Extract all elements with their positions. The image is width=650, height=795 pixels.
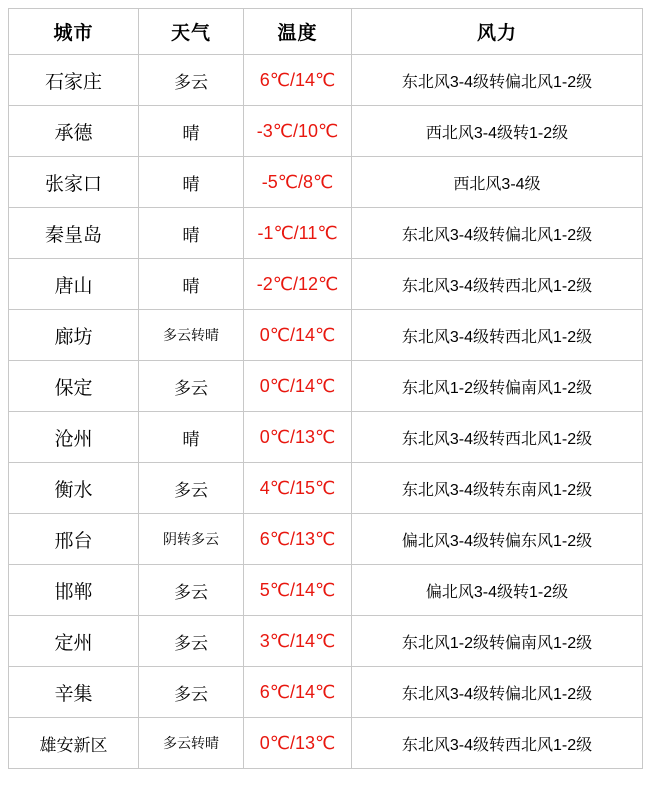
cell-weather: 晴 — [139, 412, 244, 463]
table-row — [9, 412, 643, 463]
cell-weather: 阴转多云 — [139, 514, 244, 565]
cell-wind: 偏北风3-4级转1-2级 — [352, 565, 643, 616]
cell-city: 承德 — [9, 106, 139, 157]
table-row — [9, 106, 643, 157]
cell-city: 石家庄 — [9, 55, 139, 106]
table-row — [9, 616, 643, 667]
cell-weather: 多云 — [139, 361, 244, 412]
column-header-wind: 风力 — [352, 9, 643, 55]
table-row — [9, 310, 643, 361]
cell-weather: 多云 — [139, 616, 244, 667]
table-row — [9, 157, 643, 208]
cell-city: 辛集 — [9, 667, 139, 718]
cell-temperature: 5℃/14℃ — [244, 565, 352, 616]
cell-wind: 东北风3-4级转西北风1-2级 — [352, 310, 643, 361]
cell-wind: 东北风3-4级转偏北风1-2级 — [352, 208, 643, 259]
cell-wind: 东北风3-4级转西北风1-2级 — [352, 259, 643, 310]
cell-temperature: 3℃/14℃ — [244, 616, 352, 667]
table-row — [9, 361, 643, 412]
cell-wind: 东北风1-2级转偏南风1-2级 — [352, 616, 643, 667]
cell-city: 邢台 — [9, 514, 139, 565]
cell-city: 廊坊 — [9, 310, 139, 361]
cell-temperature: -3℃/10℃ — [244, 106, 352, 157]
cell-city: 沧州 — [9, 412, 139, 463]
cell-weather: 多云 — [139, 667, 244, 718]
cell-temperature: 4℃/15℃ — [244, 463, 352, 514]
cell-wind: 东北风3-4级转西北风1-2级 — [352, 718, 643, 769]
cell-weather: 多云 — [139, 463, 244, 514]
cell-temperature: 6℃/14℃ — [244, 55, 352, 106]
weather-forecast-table — [8, 8, 643, 769]
column-header-city: 城市 — [9, 9, 139, 55]
column-header-temperature: 温度 — [244, 9, 352, 55]
cell-city: 张家口 — [9, 157, 139, 208]
cell-temperature: 0℃/14℃ — [244, 361, 352, 412]
cell-city: 保定 — [9, 361, 139, 412]
cell-weather: 晴 — [139, 106, 244, 157]
cell-temperature: -2℃/12℃ — [244, 259, 352, 310]
cell-city: 秦皇岛 — [9, 208, 139, 259]
cell-weather: 多云转晴 — [139, 718, 244, 769]
cell-temperature: -5℃/8℃ — [244, 157, 352, 208]
table-row — [9, 565, 643, 616]
cell-temperature: 6℃/14℃ — [244, 667, 352, 718]
table-row — [9, 208, 643, 259]
cell-weather: 晴 — [139, 259, 244, 310]
cell-weather: 晴 — [139, 208, 244, 259]
table-body — [9, 55, 643, 769]
cell-city: 邯郸 — [9, 565, 139, 616]
cell-city: 唐山 — [9, 259, 139, 310]
table-row — [9, 514, 643, 565]
table-header-row — [9, 9, 643, 55]
cell-wind: 西北风3-4级转1-2级 — [352, 106, 643, 157]
cell-city: 衡水 — [9, 463, 139, 514]
cell-wind: 西北风3-4级 — [352, 157, 643, 208]
cell-temperature: 0℃/13℃ — [244, 412, 352, 463]
table-row — [9, 55, 643, 106]
cell-wind: 东北风3-4级转东南风1-2级 — [352, 463, 643, 514]
cell-wind: 东北风3-4级转西北风1-2级 — [352, 412, 643, 463]
cell-temperature: 0℃/13℃ — [244, 718, 352, 769]
cell-weather: 晴 — [139, 157, 244, 208]
cell-city: 定州 — [9, 616, 139, 667]
column-header-weather: 天气 — [139, 9, 244, 55]
table-row — [9, 667, 643, 718]
cell-temperature: -1℃/11℃ — [244, 208, 352, 259]
cell-wind: 偏北风3-4级转偏东风1-2级 — [352, 514, 643, 565]
cell-wind: 东北风1-2级转偏南风1-2级 — [352, 361, 643, 412]
cell-weather: 多云 — [139, 55, 244, 106]
cell-wind: 东北风3-4级转偏北风1-2级 — [352, 55, 643, 106]
table-row — [9, 259, 643, 310]
table-header — [9, 9, 643, 55]
cell-temperature: 0℃/14℃ — [244, 310, 352, 361]
table-row — [9, 718, 643, 769]
cell-weather: 多云 — [139, 565, 244, 616]
cell-weather: 多云转晴 — [139, 310, 244, 361]
cell-city: 雄安新区 — [9, 718, 139, 769]
cell-temperature: 6℃/13℃ — [244, 514, 352, 565]
table-row — [9, 463, 643, 514]
cell-wind: 东北风3-4级转偏北风1-2级 — [352, 667, 643, 718]
